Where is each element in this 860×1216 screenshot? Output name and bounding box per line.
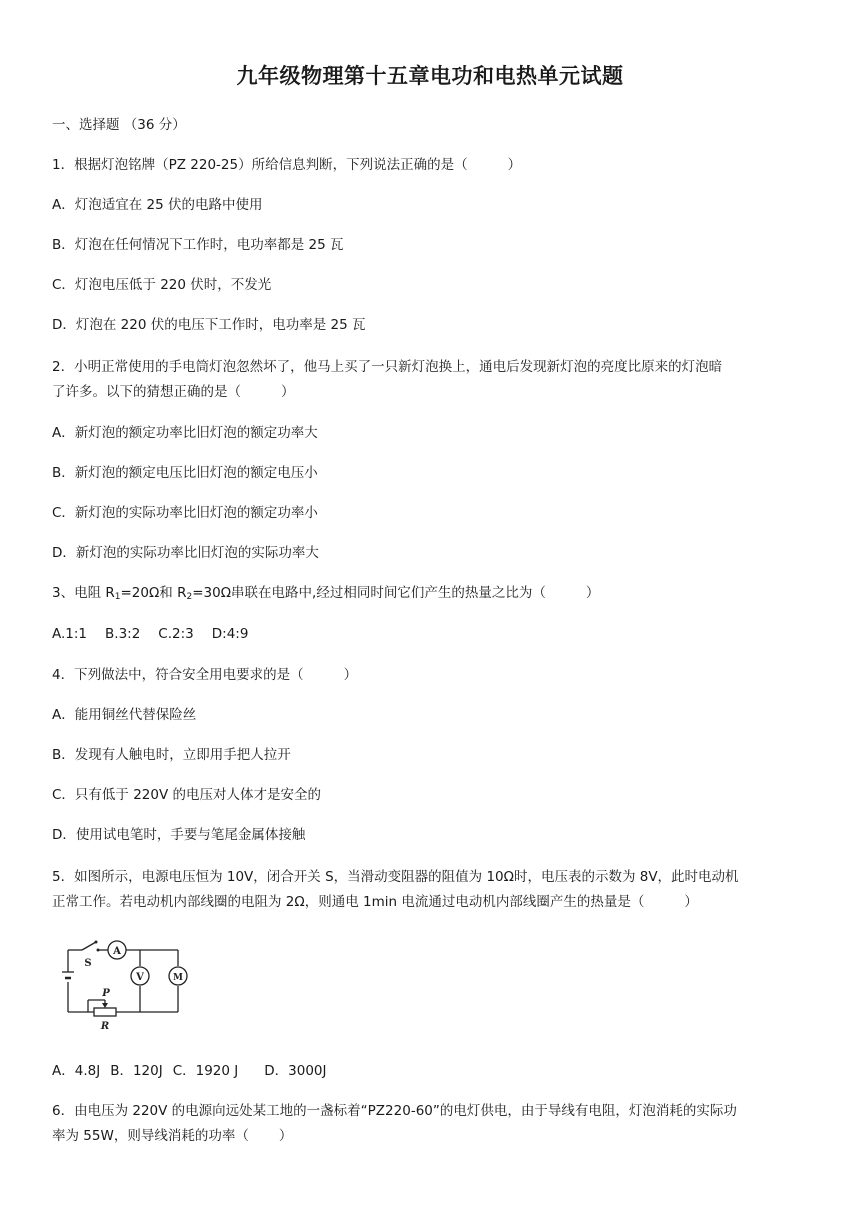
question-2-stem-line1: 2．小明正常使用的手电筒灯泡忽然坏了，他马上买了一只新灯泡换上，通电后发现新灯泡的亮度比原来的灯泡暗 bbox=[52, 359, 723, 375]
question-2-option-d: D．新灯泡的实际功率比旧灯泡的实际功率大 bbox=[52, 545, 319, 561]
question-4-close: ） bbox=[343, 667, 358, 683]
question-5-option-d: D．3000J bbox=[264, 1063, 327, 1079]
voltmeter-label: V bbox=[136, 972, 144, 983]
question-6-stem-line2 bbox=[52, 1123, 812, 1149]
question-1-option-d: D．灯泡在 220 伏的电压下工作时，电功率是 25 瓦 bbox=[52, 317, 366, 333]
question-4-text: 4．下列做法中，符合安全用电要求的是（ bbox=[52, 667, 304, 683]
question-3-close: ） bbox=[585, 585, 600, 601]
question-2-text: 了许多。以下的猜想正确的是（ bbox=[52, 384, 241, 400]
question-5-option-b: B．120J bbox=[110, 1063, 163, 1079]
question-3-stem bbox=[52, 580, 812, 610]
question-3-text-3: =30Ω串联在电路中,经过相同时间它们产生的热量之比为（ bbox=[192, 585, 546, 601]
question-4-option-a: A．能用铜丝代替保险丝 bbox=[52, 707, 197, 723]
motor-label: M bbox=[173, 973, 183, 983]
question-5-options bbox=[52, 1058, 812, 1084]
question-1-option-b: B．灯泡在任何情况下工作时，电功率都是 25 瓦 bbox=[52, 237, 344, 253]
question-3-option-b: B.3:2 bbox=[105, 626, 141, 642]
question-4-stem bbox=[52, 662, 812, 688]
question-2-stem-line2 bbox=[52, 379, 812, 405]
question-4-option-d: D．使用试电笔时，手要与笔尾金属体接触 bbox=[52, 827, 306, 843]
question-1-option-a: A．灯泡适宜在 25 伏的电路中使用 bbox=[52, 197, 263, 213]
question-3-option-a: A.1:1 bbox=[52, 626, 88, 642]
question-1-stem bbox=[52, 152, 812, 178]
question-3-option-c: C.2:3 bbox=[158, 626, 194, 642]
question-5-stem-line1: 5．如图所示，电源电压恒为 10V，闭合开关 S，当滑动变阻器的阻值为 10Ω时，电压表的示数为 8V，此时电动机 bbox=[52, 869, 739, 885]
question-2-option-b: B．新灯泡的额定电压比旧灯泡的额定电压小 bbox=[52, 465, 318, 481]
question-1-option-c: C．灯泡电压低于 220 伏时，不发光 bbox=[52, 277, 272, 293]
question-4-option-b: B．发现有人触电时，立即用手把人拉开 bbox=[52, 747, 291, 763]
page-title: 九年级物理第十五章电功和电热单元试题 bbox=[236, 64, 624, 88]
question-2-close: ） bbox=[281, 384, 295, 400]
question-6-close: ） bbox=[278, 1128, 293, 1144]
question-3-option-d: D:4:9 bbox=[211, 626, 249, 642]
question-2-option-a: A．新灯泡的额定功率比旧灯泡的额定功率大 bbox=[52, 425, 318, 441]
rheostat-label: R bbox=[100, 1021, 110, 1032]
switch-label: S bbox=[84, 958, 92, 969]
section-heading: 一、选择题 （36 分） bbox=[52, 117, 186, 133]
r1-subscript: 1 bbox=[114, 592, 121, 602]
question-2-option-c: C．新灯泡的实际功率比旧灯泡的额定功率小 bbox=[52, 505, 318, 521]
question-3-options bbox=[52, 621, 812, 647]
question-3-text-2: =20Ω和 R bbox=[120, 585, 187, 601]
question-5-stem-line2 bbox=[52, 889, 812, 915]
question-5-option-c: C．1920 J bbox=[172, 1063, 239, 1079]
question-6-text: 率为 55W，则导线消耗的功率（ bbox=[52, 1128, 249, 1144]
slider-label: P bbox=[102, 988, 110, 999]
circuit-diagram bbox=[58, 934, 198, 1032]
question-5-text: 正常工作。若电动机内部线圈的电阻为 2Ω，则通电 1min 电流通过电动机内部线圈产生的热量是（ bbox=[52, 894, 645, 910]
rheostat-icon bbox=[94, 1008, 116, 1016]
question-6-stem-line1: 6．由电压为 220V 的电源向远处某工地的一盏标着“PZ220-60”的电灯供电，由于导线有电阻，灯泡消耗的实际功 bbox=[52, 1103, 737, 1119]
question-1-text: 1．根据灯泡铭牌（PZ 220-25）所给信息判断，下列说法正确的是（ bbox=[52, 157, 468, 173]
question-1-close: ） bbox=[507, 157, 522, 173]
question-3-text-1: 3、电阻 R bbox=[52, 585, 115, 601]
question-5-option-a: A．4.8J bbox=[52, 1063, 101, 1079]
question-4-option-c: C．只有低于 220V 的电压对人体才是安全的 bbox=[52, 787, 322, 803]
r2-subscript: 2 bbox=[186, 592, 193, 602]
ammeter-label: A bbox=[113, 946, 121, 957]
question-5-close: ） bbox=[684, 894, 698, 910]
